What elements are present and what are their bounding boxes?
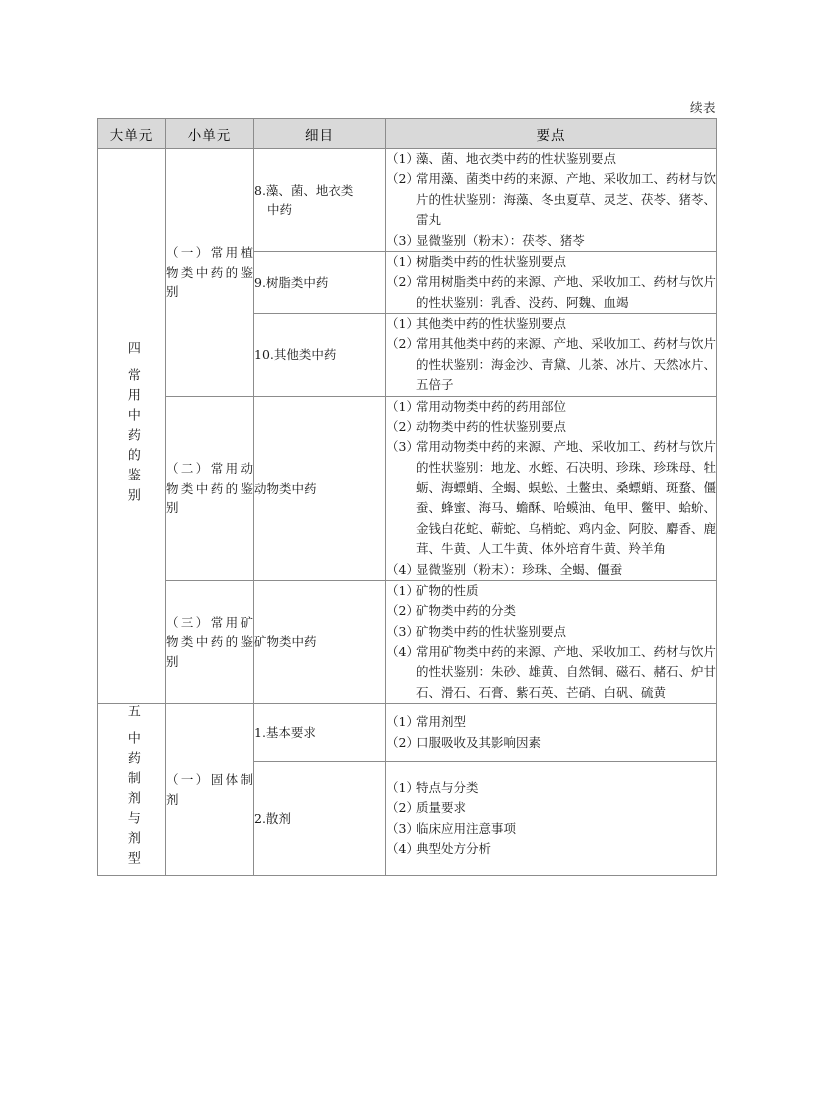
point-body: 常用其他类中药的来源、产地、采收加工、药材与饮片的性状鉴别：海金沙、青黛、儿茶、冰片、天然冰片、五倍子 — [416, 336, 717, 393]
point-marker: （3） — [386, 232, 419, 248]
big-unit-title: 中药制剂与剂型 — [124, 731, 140, 872]
detail-label-main: 8.藻、菌、地衣类 — [254, 182, 354, 198]
point-body: 动物类中药的性状鉴别要点 — [416, 418, 567, 434]
big-unit-cell-five — [98, 704, 166, 876]
points-cell-resin — [386, 251, 717, 313]
point-body: 特点与分类 — [416, 779, 479, 795]
table-row — [98, 580, 717, 703]
detail-cell-resin — [254, 251, 386, 313]
point-item — [386, 642, 716, 703]
table-row — [98, 396, 717, 580]
point-body: 常用矿物类中药的来源、产地、采收加工、药材与饮片的性状鉴别：朱砂、雄黄、自然铜、磁石、赭石、炉甘石、滑石、石膏、紫石英、芒硝、白矾、硫黄 — [416, 644, 717, 700]
point-marker: （3） — [386, 623, 419, 639]
points-cell-other — [386, 314, 717, 397]
point-item — [386, 622, 716, 642]
point-item — [386, 581, 716, 601]
big-unit-number: 五 — [124, 704, 140, 732]
table-body — [98, 149, 717, 876]
point-marker: （1） — [386, 582, 419, 598]
syllabus-table — [97, 118, 717, 876]
point-body: 矿物类中药的分类 — [416, 603, 517, 619]
point-body: 矿物类中药的性状鉴别要点 — [416, 623, 567, 639]
point-item — [386, 601, 716, 621]
point-body: 矿物的性质 — [416, 582, 479, 598]
point-marker: （1） — [386, 253, 419, 269]
table-row — [98, 149, 717, 252]
detail-cell-powder — [254, 761, 386, 875]
point-marker: （2） — [386, 418, 419, 434]
point-item — [386, 839, 716, 859]
point-marker: （3） — [386, 820, 419, 836]
point-marker: （4） — [386, 840, 419, 856]
table-header — [98, 119, 717, 149]
point-body: 常用剂型 — [416, 714, 467, 730]
detail-cell-animal — [254, 396, 386, 580]
point-item — [386, 417, 716, 437]
point-item — [386, 819, 716, 839]
header-row — [98, 119, 717, 149]
point-item — [386, 397, 716, 417]
detail-cell-algae-fungi-lichen — [254, 149, 386, 252]
point-body: 临床应用注意事项 — [416, 820, 517, 836]
point-body: 典型处方分析 — [416, 840, 492, 856]
point-marker: （1） — [386, 316, 419, 331]
point-marker: （1） — [386, 151, 419, 166]
detail-label-main: 2.散剂 — [254, 810, 291, 826]
point-item — [386, 334, 716, 395]
detail-cell-mineral — [254, 580, 386, 703]
point-body: 质量要求 — [416, 800, 467, 816]
point-marker: （1） — [386, 714, 419, 730]
detail-cell-basic-requirements — [254, 704, 386, 762]
point-item — [386, 314, 716, 334]
point-item — [386, 733, 716, 753]
point-item — [386, 272, 716, 313]
point-body: 常用动物类中药的药用部位 — [416, 398, 567, 414]
points-cell-mineral — [386, 580, 717, 703]
point-marker: （2） — [386, 171, 419, 187]
column-header-small-unit: 小单元 — [166, 119, 254, 149]
point-item — [386, 560, 716, 580]
point-item — [386, 437, 716, 559]
points-cell-animal — [386, 396, 717, 580]
continued-table-label: 续表 — [689, 100, 716, 115]
point-item — [386, 252, 716, 272]
point-marker: （4） — [386, 561, 419, 577]
small-unit-cell-plant: （一）常用植物类中药的鉴别 — [166, 149, 254, 397]
small-unit-cell-mineral: （三）常用矿物类中药的鉴别 — [166, 580, 254, 703]
point-marker: （1） — [386, 779, 419, 795]
points-cell-powder — [386, 761, 717, 875]
point-body: 显微鉴别（粉末）：珍珠、全蝎、僵蚕 — [416, 561, 623, 577]
detail-cell-other — [254, 314, 386, 397]
point-body: 显微鉴别（粉末）：茯苓、猪苓 — [416, 232, 585, 248]
point-marker: （3） — [386, 439, 419, 455]
point-marker: （2） — [386, 274, 419, 290]
points-cell-algae-fungi-lichen — [386, 149, 717, 252]
point-item — [386, 169, 716, 230]
big-unit-vertical-text — [119, 341, 144, 508]
point-marker: （2） — [386, 603, 419, 619]
point-item — [386, 231, 716, 251]
detail-label-main: 矿物类中药 — [254, 634, 317, 650]
detail-label-main: 9.树脂类中药 — [254, 274, 329, 290]
point-marker: （2） — [386, 336, 419, 352]
big-unit-title: 常用中药的鉴别 — [124, 367, 140, 508]
point-body: 藻、菌、地衣类中药的性状鉴别要点 — [416, 151, 617, 166]
big-unit-vertical-text — [119, 704, 144, 871]
point-body: 常用动物类中药的来源、产地、采收加工、药材与饮片的性状鉴别：地龙、水蛭、石决明、珍珠、珍珠母、牡蛎、海螵蛸、全蝎、蜈蚣、土鳖虫、桑螵蛸、斑蝥、僵蚕、蜂蜜、海马、蟾酥、哈蟆油、龟甲、鳖甲、蛤蚧、金钱白花蛇、蕲蛇、乌梢蛇、鸡内金、阿胶、麝香、鹿茸、牛黄、人工牛黄、体外培育牛黄、羚羊角 — [416, 439, 717, 557]
column-header-points: 要点 — [386, 119, 717, 149]
detail-label-main: 1.基本要求 — [254, 724, 316, 740]
column-header-detail: 细目 — [254, 119, 386, 149]
point-item — [386, 798, 716, 818]
point-body: 其他类中药的性状鉴别要点 — [416, 316, 567, 331]
point-body: 常用藻、菌类中药的来源、产地、采收加工、药材与饮片的性状鉴别：海藻、冬虫夏草、灵芝、茯苓、猪苓、雷丸 — [416, 171, 717, 228]
points-cell-basic-requirements — [386, 704, 717, 762]
detail-label-cont: 中药 — [267, 201, 293, 217]
table-row — [98, 704, 717, 762]
point-marker: （2） — [386, 800, 419, 816]
point-body: 口服吸收及其影响因素 — [416, 734, 542, 750]
big-unit-number: 四 — [124, 340, 140, 368]
point-marker: （2） — [386, 734, 419, 750]
point-item — [386, 712, 716, 732]
point-body: 常用树脂类中药的来源、产地、采收加工、药材与饮片的性状鉴别：乳香、没药、阿魏、血竭 — [416, 274, 717, 310]
detail-label-main: 10.其他类中药 — [254, 347, 337, 363]
small-unit-cell-animal: （二）常用动物类中药的鉴别 — [166, 396, 254, 580]
detail-label-main: 动物类中药 — [254, 480, 317, 496]
big-unit-cell-four — [98, 149, 166, 704]
point-body: 树脂类中药的性状鉴别要点 — [416, 253, 567, 269]
column-header-big-unit: 大单元 — [98, 119, 166, 149]
point-marker: （4） — [386, 644, 419, 659]
point-item — [386, 778, 716, 798]
point-marker: （1） — [386, 398, 419, 414]
point-item — [386, 149, 716, 169]
small-unit-cell-solid-preparation: （一）固体制剂 — [166, 704, 254, 876]
